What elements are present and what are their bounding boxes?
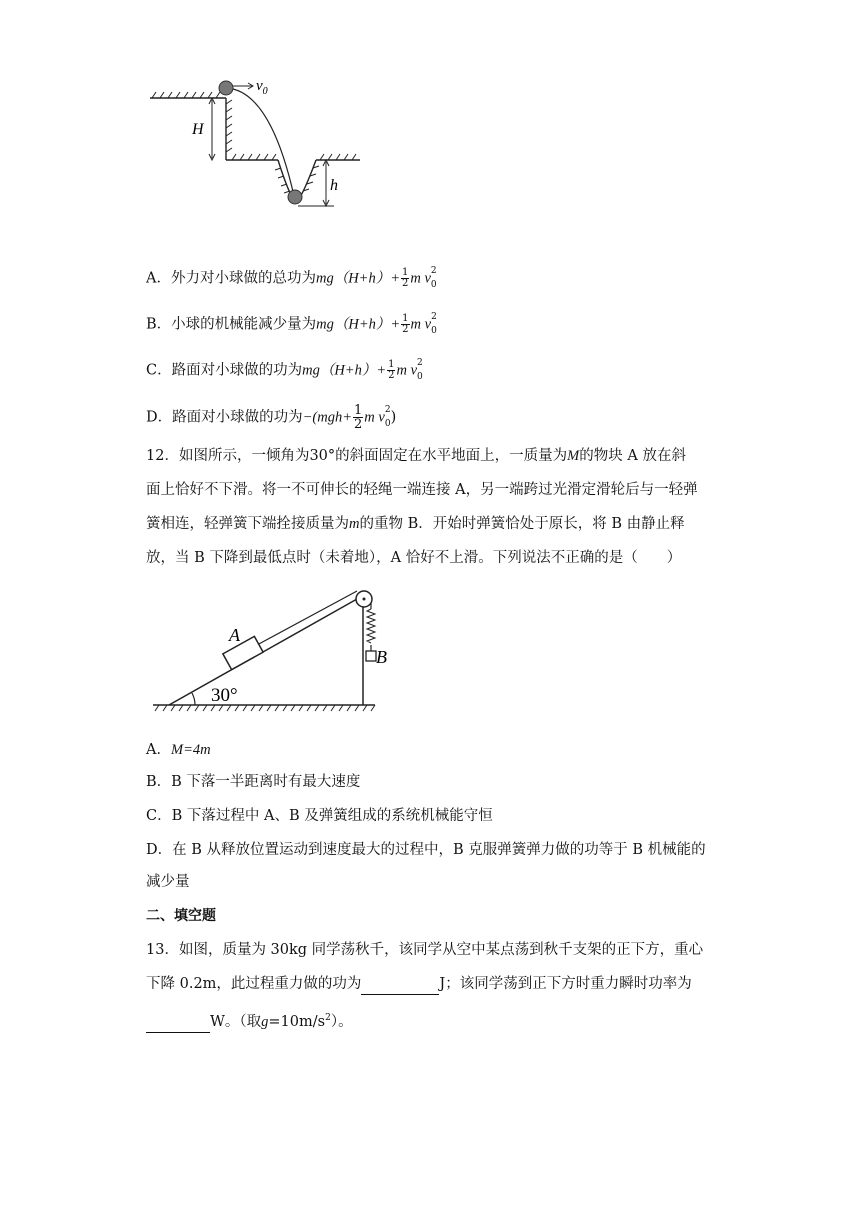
q11-option-c: C．路面对小球做的功为mg（H+h）+ $\frac{1}{2}$ m v 2 $_0$ xyxy=(146,357,423,382)
q12-option-c: C．B 下落过程中 A、B 及弹簧组成的系统机械能守恒 xyxy=(146,808,493,824)
figure-projectile-pit xyxy=(140,70,380,220)
q12-stem-line-4: 放，当 B 下降到最低点时（未着地），A 恰好不上滑。下列说法不正确的是（ ） xyxy=(146,550,682,566)
angle-label: 30° xyxy=(211,685,238,706)
answer-blank-1[interactable] xyxy=(361,974,439,995)
q13-line-2: 下降 0.2m，此过程重力做的功为 J；该同学荡到正下方时重力瞬时功率为 xyxy=(146,974,692,995)
q11-option-a: A．外力对小球做的总功为mg（H+h）+ $\frac{1}{2}$ m v 2 $_0$ xyxy=(146,265,437,290)
q12-stem-line-1: 12．如图所示，一倾角为30°的斜面固定在水平地面上，一质量为M的物块 A 放在斜 xyxy=(146,448,686,464)
H-label: H xyxy=(192,121,204,138)
section-heading: 二、填空题 xyxy=(146,908,216,924)
v0-label: v xyxy=(256,78,263,94)
q12-option-d-line-2: 减少量 xyxy=(146,874,190,890)
q11-option-b: B．小球的机械能减少量为mg（H+h）+ $\frac{1}{2}$ m v 2 $_0$ xyxy=(146,311,437,336)
svg-text:v0: $v_0$ xyxy=(256,78,268,97)
q12-option-a: A．M=4m xyxy=(146,742,211,758)
block-b-label: B xyxy=(376,647,387,667)
q12-stem-line-3: 簧相连，轻弹簧下端拴接质量为m的重物 B．开始时弹簧恰处于原长，将 B 由静止释 xyxy=(146,516,685,532)
figure-incline-pulley xyxy=(145,585,385,720)
block-a-label: A xyxy=(229,625,240,645)
q12-stem-line-2: 面上恰好不下滑。将一不可伸长的轻绳一端连接 A，另一端跨过光滑定滑轮后与一轻弹 xyxy=(146,482,698,498)
q11-option-d: D．路面对小球做的功为−(mgh+ $\frac{1}{2}$ m v 2 $_0$) xyxy=(146,403,397,432)
q13-line-1: 13．如图，质量为 30kg 同学荡秋千，该同学从空中某点荡到秋千支架的正下方，重心 xyxy=(146,942,704,958)
answer-blank-2[interactable] xyxy=(146,1012,210,1033)
q12-option-b: B．B 下落一半距离时有最大速度 xyxy=(146,774,361,790)
q12-option-d-line-1: D．在 B 从释放位置运动到速度最大的过程中，B 克服弹簧弹力做的功等于 B 机械能的 xyxy=(146,842,706,858)
q13-line-3: W。（取$g=10m/s^2$）。 xyxy=(146,1008,353,1033)
h-label: h xyxy=(330,177,338,194)
